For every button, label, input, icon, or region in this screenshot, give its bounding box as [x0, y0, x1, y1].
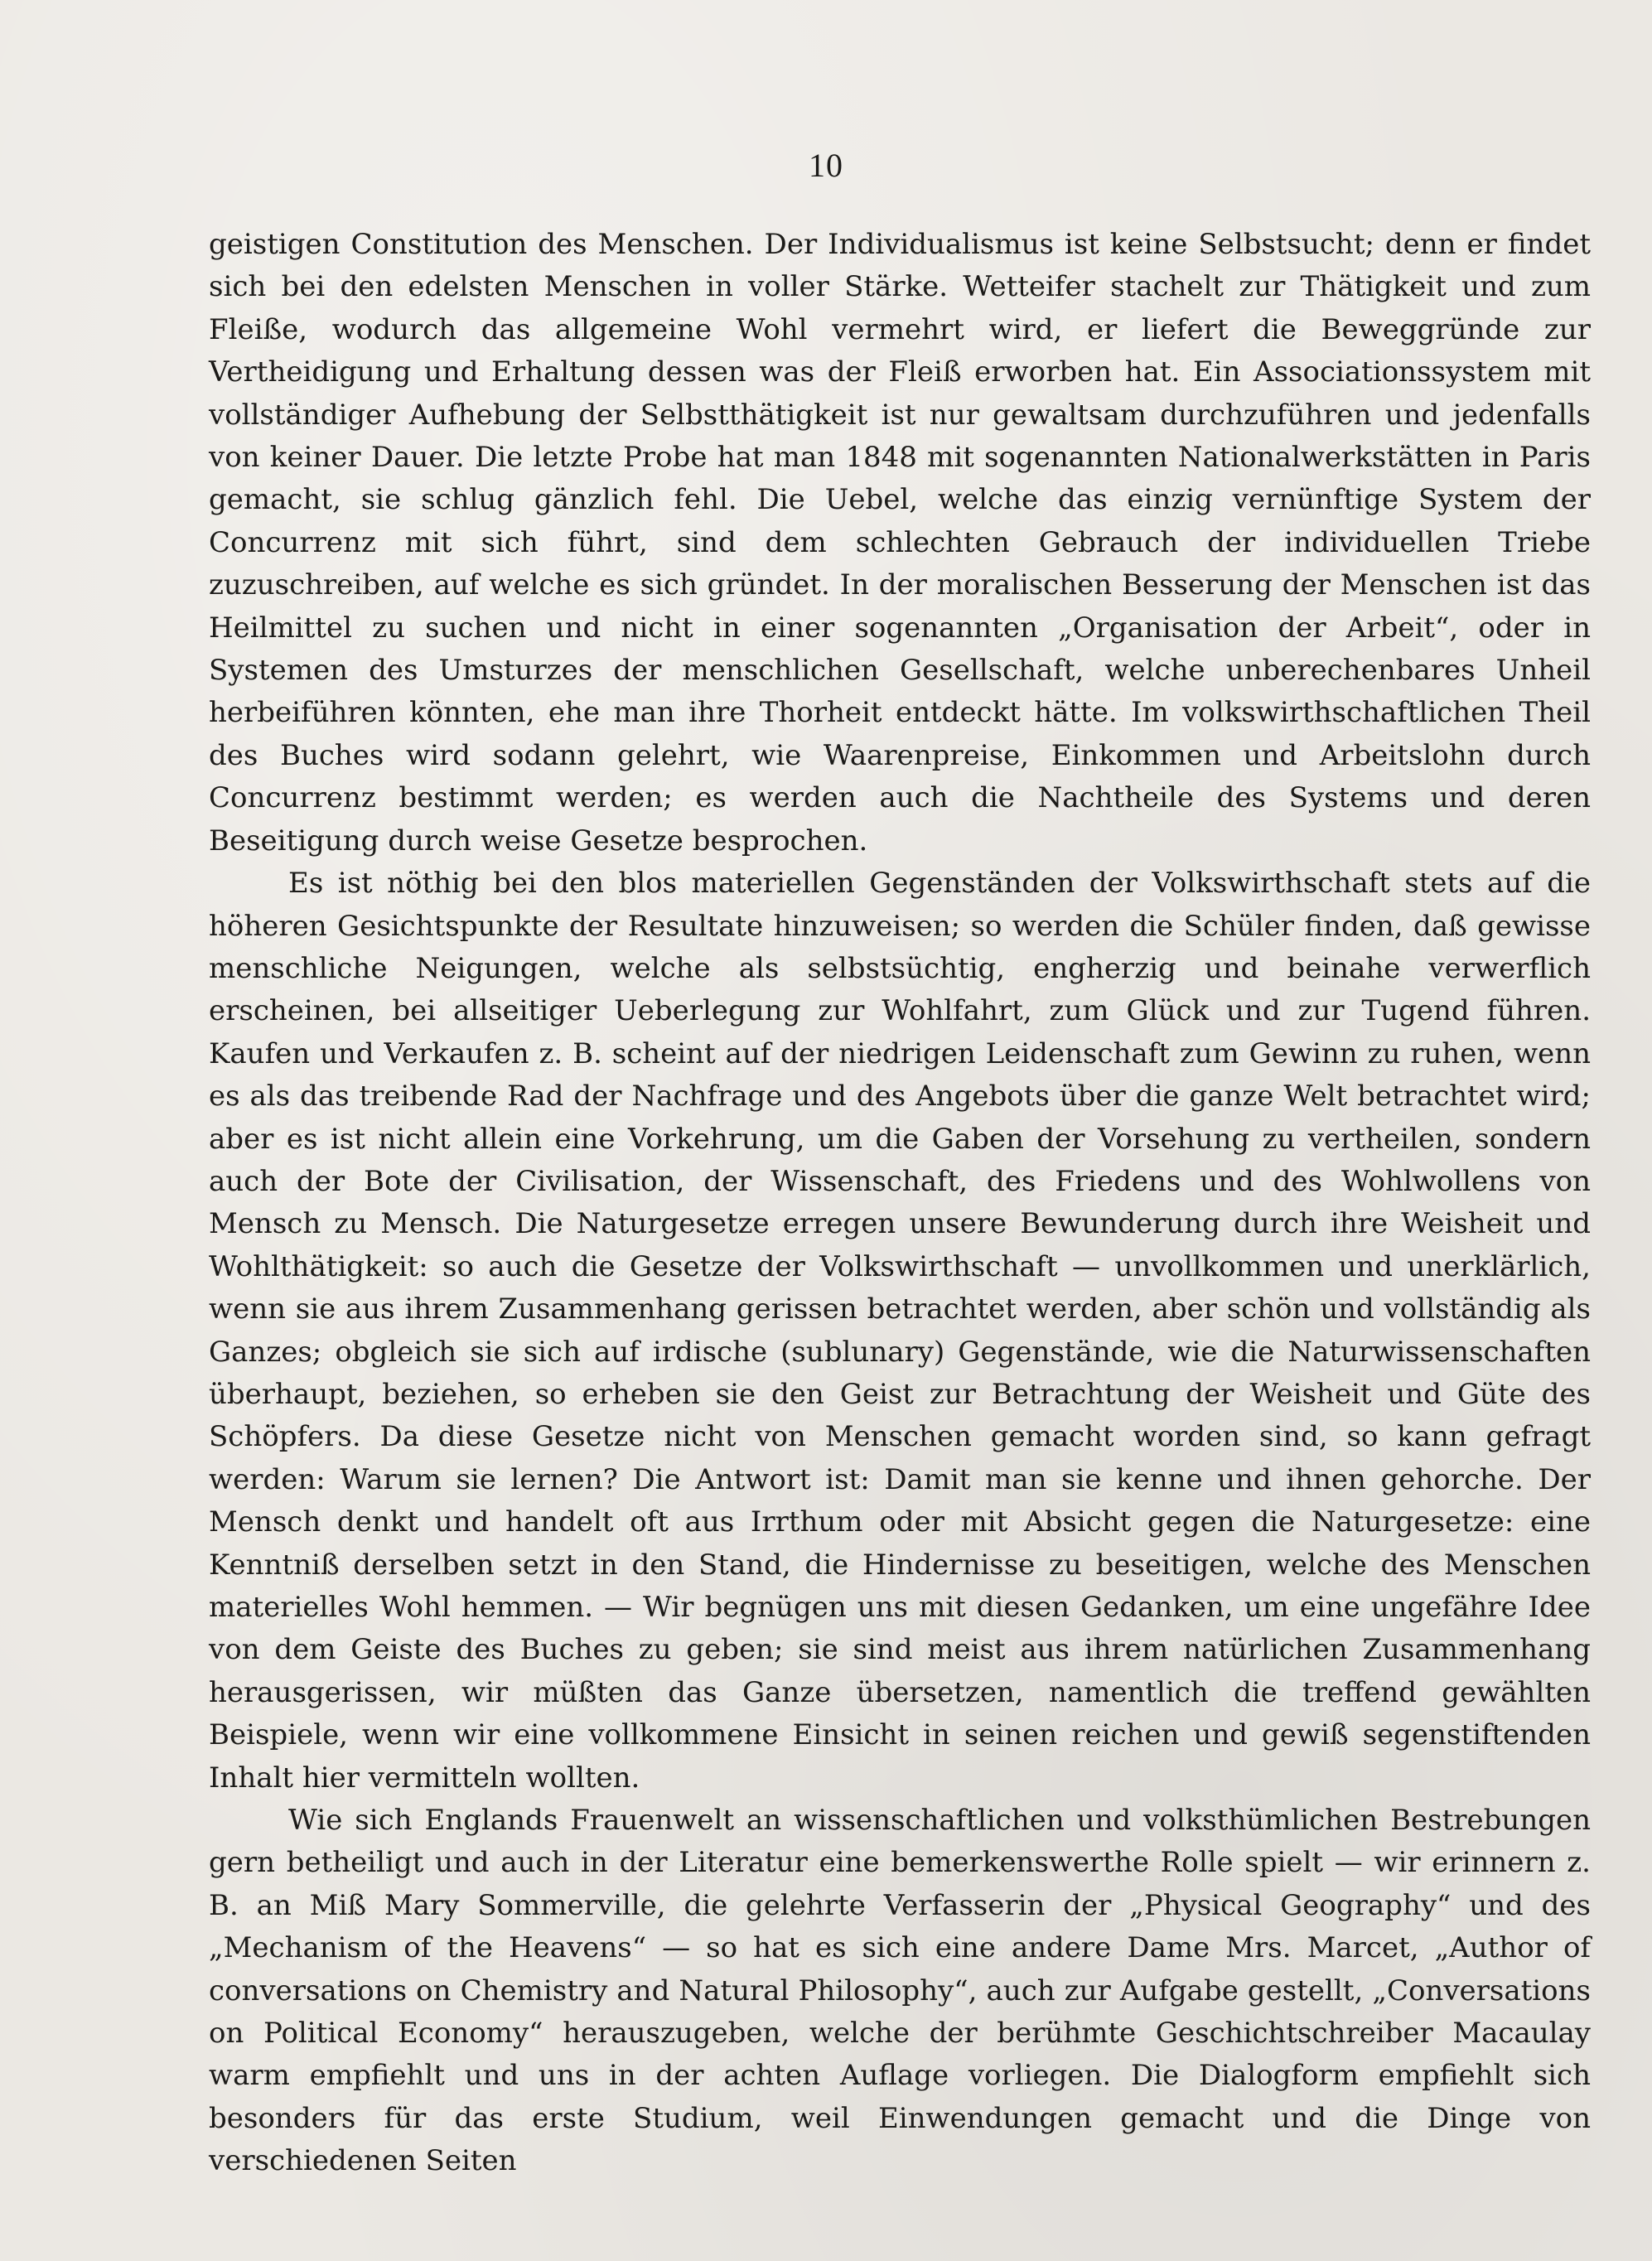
body-text — [209, 224, 1591, 2183]
paragraph-2: Es ist nöthig bei den blos materiellen Gegenständen der Volkswirthschaft stets auf die höheren Gesichtspunkte der Resultate hinzuweisen; so werden die Schüler finden, daß gewisse menschliche Neigungen, welche als selbstsüchtig, engherzig und beinahe verwerflich erscheinen, bei allseitiger Ueberlegung zur Wohlfahrt, zum Glück und zur Tugend führen. Kaufen und Verkaufen z. B. scheint auf der niedrigen Leidenschaft zum Gewinn zu ruhen, wenn es als das treibende Rad der Nachfrage und des Angebots über die ganze Welt betrachtet wird; aber es ist nicht allein eine Vorkehrung, um die Gaben der Vorsehung zu vertheilen, sondern auch der Bote der Civilisation, der Wissenschaft, des Friedens und des Wohlwollens von Mensch zu Mensch. Die Naturgesetze erregen unsere Bewunderung durch ihre Weisheit und Wohlthätigkeit: so auch die Gesetze der Volkswirthschaft — unvollkommen und unerklärlich, wenn sie aus ihrem Zusammenhang gerissen betrachtet werden, aber schön und vollständig als Ganzes; obgleich sie sich auf irdische (sublunary) Gegenstände, wie die Naturwissenschaften überhaupt, beziehen, so erheben sie den Geist zur Betrachtung der Weisheit und Güte des Schöpfers. Da diese Gesetze nicht von Menschen gemacht worden sind, so kann gefragt werden: Warum sie lernen? Die Antwort ist: Damit man sie kenne und ihnen gehorche. Der Mensch denkt und handelt oft aus Irrthum oder mit Absicht gegen die Naturgesetze: eine Kenntniß derselben setzt in den Stand, die Hindernisse zu beseitigen, welche des Menschen materielles Wohl hemmen. — Wir begnügen uns mit diesen Gedanken, um eine ungefähre Idee von dem Geiste des Buches zu geben; sie sind meist aus ihrem natürlichen Zusammenhang herausgerissen, wir müßten das Ganze übersetzen, namentlich die treffend gewählten Beispiele, wenn wir eine vollkommene Einsicht in seinen reichen und gewiß segenstiftenden Inhalt hier vermitteln wollten. — [209, 867, 1591, 1795]
paragraph-3: Wie sich Englands Frauenwelt an wissenschaftlichen und volksthümlichen Bestrebungen gern betheiligt und auch in der Literatur eine bemerkenswerthe Rolle spielt — wir erinnern z. B. an Miß Mary Sommerville, die gelehrte Verfasserin der „Physical Geography“ und des „Mechanism of the Heavens“ — so hat es sich eine andere Dame Mrs. Marcet, „Author of conversations on Chemistry and Natural Philosophy“, auch zur Aufgabe gestellt, „Conversations on Political Economy“ herauszugeben, welche der berühmte Geschichtschreiber Macaulay warm empfiehlt und uns in der achten Auflage vorliegen. Die Dialogform empfiehlt sich besonders für das erste Studium, weil Einwendungen gemacht und die Dinge von verschiedenen Seiten — [209, 1804, 1591, 2178]
paragraph-1: geistigen Constitution des Menschen. Der Individualismus ist keine Selbstsucht; denn er findet sich bei den edelsten Menschen in voller Stärke. Wetteifer stachelt zur Thätigkeit und zum Fleiße, wodurch das allgemeine Wohl vermehrt wird, er liefert die Beweggründe zur Vertheidigung und Erhaltung dessen was der Fleiß erworben hat. Ein Associationssystem mit vollständiger Aufhebung der Selbstthätigkeit ist nur gewaltsam durchzuführen und jedenfalls von keiner Dauer. Die letzte Probe hat man 1848 mit sogenannten Nationalwerkstätten in Paris gemacht, sie schlug gänzlich fehl. Die Uebel, welche das einzig vernünftige System der Concurrenz mit sich führt, sind dem schlechten Gebrauch der individuellen Triebe zuzuschreiben, auf welche es sich gründet. In der moralischen Besserung der Menschen ist das Heilmittel zu suchen und nicht in einer sogenannten „Organisation der Arbeit“, oder in Systemen des Umsturzes der menschlichen Gesellschaft, welche unberechenbares Unheil herbeiführen könnten, ehe man ihre Thorheit entdeckt hätte. Im volkswirthschaftlichen Theil des Buches wird sodann gelehrt, wie Waarenpreise, Einkommen und Arbeitslohn durch Concurrenz bestimmt werden; es werden auch die Nachtheile des Systems und deren Beseitigung durch weise Gesetze besprochen. — [209, 228, 1591, 858]
page-number: 10 — [809, 147, 843, 184]
